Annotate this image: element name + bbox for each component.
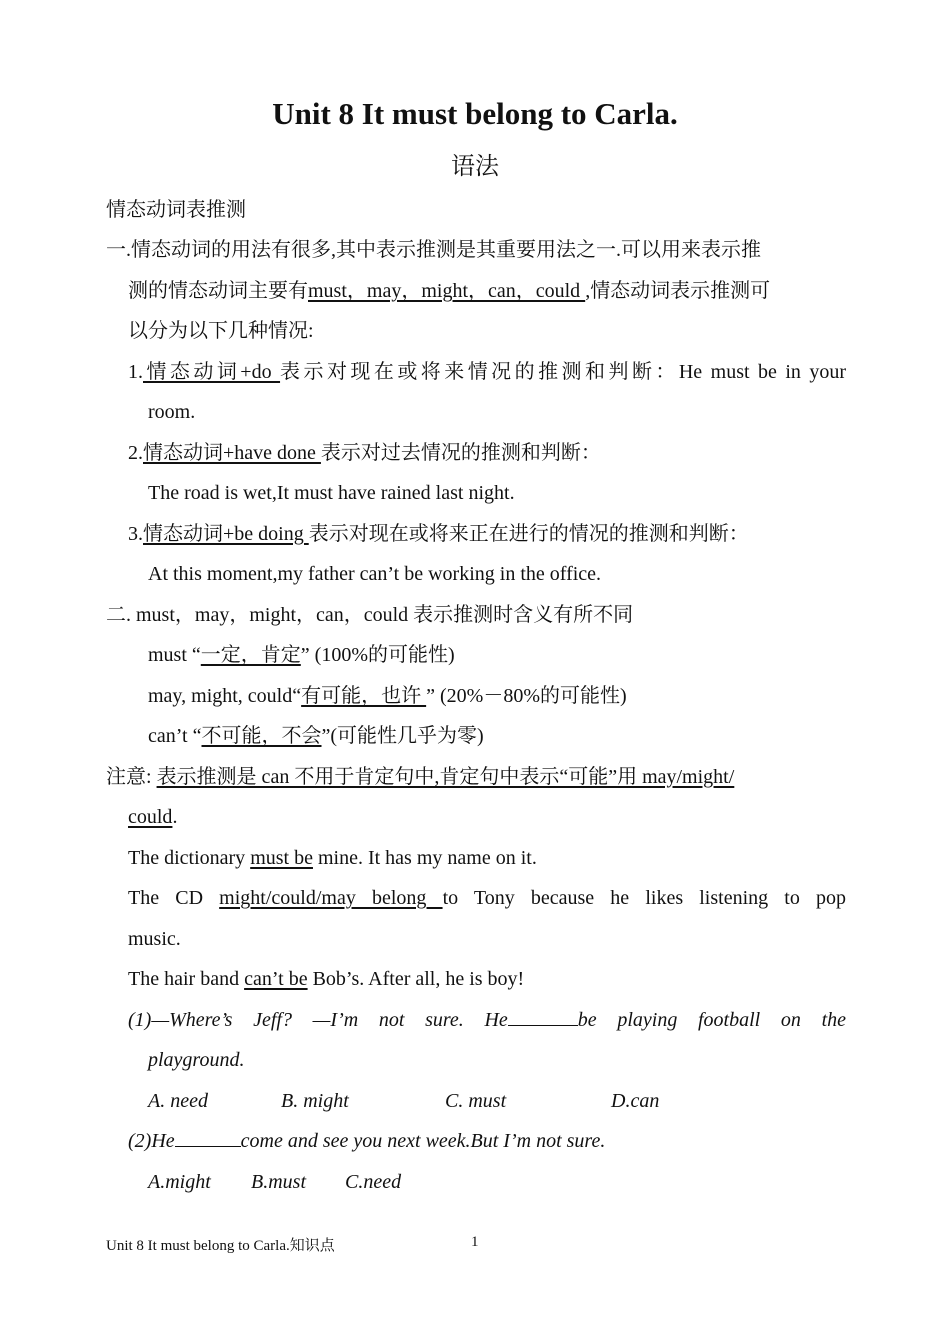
cant-meaning: can’t “不可能，不会”(可能性几乎为零) [148,725,484,747]
footer-title: Unit 8 It must belong to Carla.知识点 [106,1238,335,1254]
question-2-option-c[interactable]: C.need [345,1171,402,1193]
answer-blank-2[interactable] [175,1128,241,1147]
question-2-option-a[interactable]: A.might [148,1171,211,1193]
note-line1: 注意: 表示推测是 can 不用于肯定句中,肯定句中表示“可能”用 may/might/ [106,766,735,788]
question-2-option-b[interactable]: B.must [251,1171,306,1193]
note-line2: could. [128,806,178,828]
must-meaning: must “一定，肯定” (100%的可能性) [148,644,455,666]
question-1: (1)—Where’s Jeff? —I’m not sure. He be playing football on the [128,1009,846,1031]
item3-example: At this moment,my father can’t be working in the office. [148,563,602,585]
question-1-option-c[interactable]: C. must [445,1090,507,1112]
example-dictionary: The dictionary must be mine. It has my name on it. [128,847,537,869]
item1-line: 1.情态动词+do 表示对现在或将来情况的推测和判断：He must be in your [128,361,847,383]
question-1-option-b[interactable]: B. might [281,1090,349,1112]
page-title: Unit 8 It must belong to Carla. [272,96,678,131]
section1-line2: 测的情态动词主要有must，may，might，can，could ,情态动词表示推测可 [128,280,771,302]
question-1-option-a[interactable]: A. need [148,1090,208,1112]
example-cd: The CD might/could/may belong to Tony because he likes listening to pop [128,887,846,909]
section1-line3: 以分为以下几种情况: [128,320,314,342]
example-hair-band: The hair band can’t be Bob’s. After all, he is boy! [128,968,525,990]
item1-underlined: 情态动词+do [143,361,281,383]
question-2: (2)He come and see you next week.But I’m not sure. [128,1130,606,1152]
may-meaning: may, might, could“有可能，也许 ” (20%－80%的可能性) [148,685,627,707]
modal-list-underlined: must，may，might，can，could [308,280,586,302]
section2-heading: 二. must，may，might，can，could 表示推测时含义有所不同 [106,604,634,626]
item2-line: 2.情态动词+have done 表示对过去情况的推测和判断： [128,442,601,464]
item1-continuation: room. [148,401,196,423]
item3-line: 3.情态动词+be doing 表示对现在或将来正在进行的情况的推测和判断： [128,523,749,545]
section-heading: 情态动词表推测 [106,199,246,221]
example-cd-continuation: music. [128,928,181,950]
page-number: 1 [471,1234,479,1250]
question-1-option-d[interactable]: D.can [611,1090,660,1112]
section1-line1: 一.情态动词的用法有很多,其中表示推测是其重要用法之一.可以用来表示推 [106,239,761,261]
item2-example: The road is wet,It must have rained last night. [148,482,515,504]
item2-underlined: 情态动词+have done [143,442,321,464]
item3-underlined: 情态动词+be doing [143,523,309,545]
question-1-continuation: playground. [148,1049,245,1071]
answer-blank-1[interactable] [508,1007,578,1026]
page-subtitle: 语法 [451,154,499,180]
